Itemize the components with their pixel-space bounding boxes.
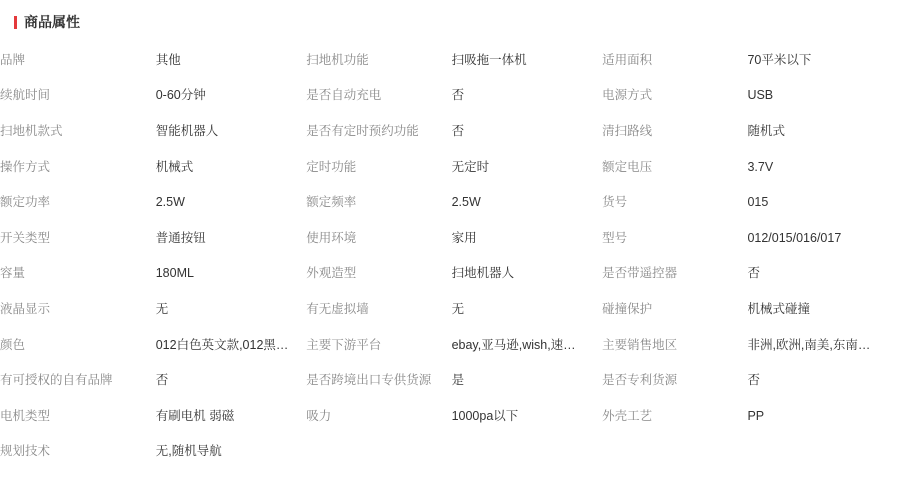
attribute-value: 无: [451, 301, 465, 316]
attribute-label: 颜色: [0, 337, 26, 352]
attribute-value: 否: [747, 266, 760, 281]
attribute-label-empty: [306, 434, 451, 470]
attributes-table: [0, 42, 898, 469]
attribute-value: 012白色英文款,012黑…: [155, 337, 289, 352]
attribute-value: 3.7V: [747, 159, 774, 174]
attribute-value: 否: [155, 373, 169, 388]
attribute-label: 型号: [602, 230, 628, 245]
attribute-value: 机械式: [155, 159, 194, 174]
attribute-label: 碰撞保护: [602, 301, 653, 316]
attribute-value-empty: [747, 434, 898, 470]
section-title-label: 商品属性: [24, 14, 80, 30]
attribute-value: 70平米以下: [747, 52, 812, 67]
table-row: [0, 113, 898, 149]
attribute-value: ebay,亚马逊,wish,速…: [451, 337, 576, 352]
attribute-label: 定时功能: [306, 159, 357, 174]
attribute-value: 2.5W: [451, 195, 481, 210]
attribute-label: 液晶显示: [0, 301, 51, 316]
attribute-value: USB: [747, 88, 774, 103]
table-row: [0, 220, 898, 256]
attribute-value: 无定时: [451, 159, 490, 174]
attribute-value: 012/015/016/017: [747, 230, 842, 245]
attribute-value: PP: [747, 408, 765, 423]
table-row: [0, 327, 898, 363]
attribute-label: 是否自动充电: [306, 88, 382, 103]
table-row: [0, 362, 898, 398]
attribute-label: 使用环境: [306, 230, 357, 245]
attribute-label: 货号: [602, 195, 628, 210]
table-row: [0, 291, 898, 327]
attribute-value: 普通按钮: [155, 230, 206, 245]
attribute-value: 否: [451, 123, 465, 138]
attributes-table-body: [0, 42, 898, 469]
table-row: [0, 184, 898, 220]
attribute-label: 容量: [0, 266, 26, 281]
attribute-label: 是否跨境出口专供货源: [306, 373, 432, 388]
attribute-label: 额定电压: [602, 159, 653, 174]
attribute-value: 1000pa以下: [451, 408, 519, 423]
attribute-label: 是否带遥控器: [602, 266, 678, 281]
attribute-label: 续航时间: [0, 88, 51, 103]
table-row: [0, 42, 898, 78]
attribute-label: 吸力: [306, 408, 332, 423]
title-accent-bar: [14, 16, 17, 29]
attribute-value: 无: [155, 301, 169, 316]
attribute-value: 是: [451, 373, 465, 388]
attribute-value: 其他: [155, 52, 181, 67]
attribute-value: 无,随机导航: [155, 444, 222, 459]
attribute-label: 有无虚拟墙: [306, 301, 369, 316]
attribute-label-empty: [602, 434, 747, 470]
attribute-label: 主要销售地区: [602, 337, 678, 352]
attribute-value-empty: [452, 434, 603, 470]
attribute-label: 额定功率: [0, 195, 51, 210]
attribute-label: 外壳工艺: [602, 408, 653, 423]
attribute-label: 电机类型: [0, 408, 51, 423]
table-row: [0, 256, 898, 292]
attribute-value: 0-60分钟: [155, 88, 206, 103]
attribute-value: 家用: [451, 230, 477, 245]
attribute-value: 扫地机器人: [451, 266, 515, 281]
attribute-label: 是否有定时预约功能: [306, 123, 419, 138]
attribute-value: 随机式: [747, 123, 785, 138]
attribute-label: 电源方式: [602, 88, 653, 103]
attribute-value: 机械式碰撞: [747, 301, 810, 316]
attribute-label: 品牌: [0, 52, 26, 67]
attribute-label: 适用面积: [602, 52, 653, 67]
attribute-label: 开关类型: [0, 230, 51, 245]
attribute-value: 否: [747, 373, 760, 388]
attribute-label: 是否专利货源: [602, 373, 678, 388]
section-title: [0, 0, 898, 42]
attribute-value: 015: [747, 195, 769, 210]
attribute-value: 智能机器人: [155, 123, 219, 138]
attribute-value: 扫吸拖一体机: [451, 52, 527, 67]
attribute-label: 主要下游平台: [306, 337, 382, 352]
attribute-value: 非洲,欧洲,南美,东南…: [747, 337, 871, 352]
attribute-label: 扫地机款式: [0, 123, 63, 138]
attribute-label: 规划技术: [0, 444, 51, 459]
table-row: [0, 78, 898, 114]
attribute-label: 操作方式: [0, 159, 51, 174]
attribute-label: 有可授权的自有品牌: [0, 373, 113, 388]
attribute-value: 180ML: [155, 266, 194, 281]
table-row: [0, 398, 898, 434]
table-row: [0, 149, 898, 185]
attribute-value: 有刷电机 弱磁: [155, 408, 235, 423]
attribute-value: 2.5W: [155, 195, 185, 210]
attribute-label: 清扫路线: [602, 123, 653, 138]
attribute-label: 额定频率: [306, 195, 357, 210]
table-row: [0, 434, 898, 470]
attribute-label: 外观造型: [306, 266, 357, 281]
attribute-label: 扫地机功能: [306, 52, 369, 67]
attribute-value: 否: [451, 88, 465, 103]
